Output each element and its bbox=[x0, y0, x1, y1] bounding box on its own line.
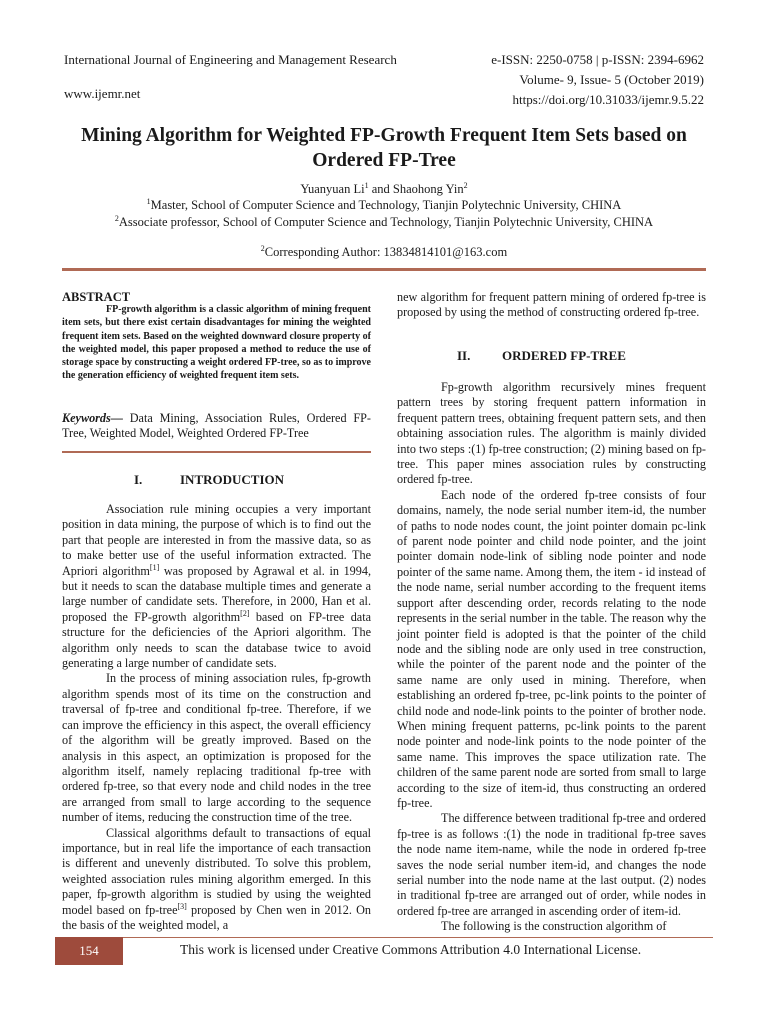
ref-3[interactable]: [3] bbox=[177, 901, 187, 911]
title-line-1: Mining Algorithm for Weighted FP-Growth Frequent Item Sets based on bbox=[81, 125, 687, 146]
license-notice[interactable]: This work is licensed under Creative Commons Attribution 4.0 International License. bbox=[180, 942, 642, 957]
continuation-paragraph: new algorithm for frequent pattern mining of ordered fp-tree is proposed by using the method of constructing ordered fp-tree. bbox=[397, 290, 706, 320]
ref-2[interactable]: [2] bbox=[240, 608, 250, 618]
page-number: 154 bbox=[79, 943, 99, 958]
abstract-heading: ABSTRACT bbox=[62, 290, 131, 304]
section-2-paragraph-2: Each node of the ordered fp-tree consists of four domains, namely, the node serial number item-id, the number of paths to node nodes count, the joint pointer domain pc-link of parent node pointer and child node pointer, and the joint pointer domain node-link of sibling node pointer and node pointer of the same name. Among them, the item - id instead of the node name, serial number according to the frequent items support after descending order, records relating to the node represents in the serial number in the table. The reason why the joint pointer field is adopted is that the pointer of the child node and the sibling node are only used in tree construction, while the pointer of the parent node and the pointer of the same name are only used in mining. Therefore, when establishing an ordered fp-tree, pc-link points to the pointer of child node and node-link points to the pointer of brother node. When mining frequent patterns, pc-link points to the parent node pointer and node-link points to the node pointer of the same name. This improves the space utilization rate. The children of the same parent node are sorted from small to large according to the size of item-id, thus constructing an ordered fp-tree. bbox=[397, 487, 706, 810]
intro-p1-c: based on FP-tree data structure for the deficiencies of the Apriori algorithm. The algorithm only needs to scan the database twice to avoid generating a large number of candidate sets. bbox=[62, 609, 371, 671]
issn: e-ISSN: 2250-0758 | p-ISSN: 2394-6962 bbox=[491, 52, 704, 67]
intro-p3-a: Classical algorithms default to transactions of equal importance, but in real life the importance of each transaction is different and unevenly distributed. To solve this problem, weighted association rules mining algorithm emerged. In this paper, fp-growth algorithm is studied by using the weighted model based on fp-tree bbox=[62, 825, 371, 917]
affiliation-2-text: Associate professor, School of Computer Science and Technology, Tianjin Polytechnic University, CHINA bbox=[118, 215, 654, 229]
author-2: Shaohong Yin bbox=[392, 182, 464, 196]
author-1-sup: 1 bbox=[364, 180, 369, 190]
intro-paragraph-3 bbox=[62, 826, 371, 934]
right-column-continuation bbox=[397, 290, 706, 321]
author-1: Yuanyuan Li bbox=[300, 182, 365, 196]
journal-website[interactable]: www.ijemr.net bbox=[64, 86, 141, 101]
journal-name: International Journal of Engineering and Management Research bbox=[64, 52, 397, 67]
page-number-box bbox=[55, 937, 123, 965]
section-1-heading bbox=[62, 472, 371, 492]
abstract-body bbox=[62, 303, 371, 383]
paper-title bbox=[40, 123, 728, 173]
intro-p3-b: proposed by Chen wen in 2012. On the basis of the weighted model, a bbox=[62, 902, 372, 932]
intro-paragraph-1 bbox=[62, 502, 371, 671]
section-2-paragraph-4: The following is the construction algorithm of bbox=[441, 919, 667, 934]
footer-divider bbox=[55, 937, 713, 938]
right-column-body bbox=[397, 380, 706, 935]
corresponding-sup: 2 bbox=[260, 243, 265, 253]
corresponding-author bbox=[40, 244, 728, 260]
affiliation-1-text: Master, School of Computer Science and Technology, Tianjin Polytechnic University, CHINA bbox=[150, 198, 622, 212]
running-header-right bbox=[374, 50, 704, 110]
author-conj: and bbox=[368, 182, 393, 196]
section-2-title: ORDERED FP-TREE bbox=[502, 348, 626, 363]
section-1-title: INTRODUCTION bbox=[180, 472, 285, 487]
header-divider bbox=[62, 268, 706, 271]
abstract-divider bbox=[62, 451, 371, 453]
keywords-text: Data Mining, Association Rules, Ordered FP-Tree, Weighted Model, Weighted Ordered FP-Tree bbox=[62, 411, 371, 441]
abstract-text: FP-growth algorithm is a classic algorithm of mining frequent item sets, but there exist certain disadvantages for mining the weighted frequent item sets. Based on the weighted downward closure property of the weighted model, this paper proposed a method to reduce the use of storage space by constructing a weight ordered FP-tree, so as to improve the generation efficiency of weighted frequent item sets. bbox=[62, 304, 371, 382]
author-list bbox=[40, 181, 728, 197]
section-2-paragraph-1: Fp-growth algorithm recursively mines frequent pattern trees by storing frequent pattern information in frequent pattern trees, obtaining frequent pattern sets, and then obtaining association rules. The algorithm is mainly divided into two steps :(1) fp-tree construction; (2) mining based on fp-tree. This paper mines association rules by constructing ordered fp-tree. bbox=[397, 380, 706, 487]
volume-issue: Volume- 9, Issue- 5 (October 2019) bbox=[519, 72, 704, 87]
section-2-heading bbox=[397, 348, 706, 368]
keywords bbox=[62, 411, 371, 442]
corresponding-text[interactable]: Corresponding Author: 13834814101@163.com bbox=[264, 245, 508, 259]
author-2-sup: 2 bbox=[463, 180, 468, 190]
intro-paragraph-2: In the process of mining association rules, fp-growth algorithm spends most of its time on the construction and traversal of fp-tree and conditional fp-tree. Therefore, if we can improve the efficiency in this aspect, the overall efficiency of the algorithm will be greatly improved. Based on the analysis in this aspect, an optimization is proposed for the algorithm itself, namely replacing traditional fp-tree with ordered fp-tree, so that every node and child nodes in the tree are arranged from small to large according to the sequence number of items, reducing the construction time of the tree. bbox=[62, 671, 371, 825]
section-1-number: I. bbox=[134, 472, 143, 487]
section-2-paragraph-3: The difference between traditional fp-tree and ordered fp-tree is as follows :(1) the node in traditional fp-tree saves the node name item-name, while the node in ordered fp-tree saves the node serial number item-id, and changes the node serial number into the node name at the last output. (2) nodes in traditional fp-tree are arranged out of order, while nodes in ordered fp-tree are arranged in ascending order of item-id. bbox=[397, 811, 706, 918]
left-column-body bbox=[62, 502, 371, 933]
section-2-number: II. bbox=[457, 348, 471, 363]
doi-link[interactable]: https://doi.org/10.31033/ijemr.9.5.22 bbox=[512, 92, 704, 107]
keywords-label: Keywords— bbox=[62, 411, 123, 425]
ref-1[interactable]: [1] bbox=[149, 562, 160, 572]
affiliation-2-sup: 2 bbox=[114, 213, 119, 223]
intro-p1-b: was proposed by Agrawal et al. in 1994, but it needs to scan the database multiple times and generate a large number of candidate sets. Therefore, in 2000, Han et al. proposed the FP-growth algorithm bbox=[62, 563, 371, 624]
affiliation-1-sup: 1 bbox=[146, 196, 151, 206]
title-line-2: Ordered FP-Tree bbox=[312, 150, 456, 171]
intro-p1-a: Association rule mining occupies a very important position in data mining, the purpose of which is to find out the part that people are interested in from the massive data, so as to make better use of the useful information extracted. The Apriori algorithm bbox=[62, 502, 371, 578]
affiliation-2 bbox=[40, 214, 728, 230]
affiliation-1 bbox=[40, 197, 728, 213]
